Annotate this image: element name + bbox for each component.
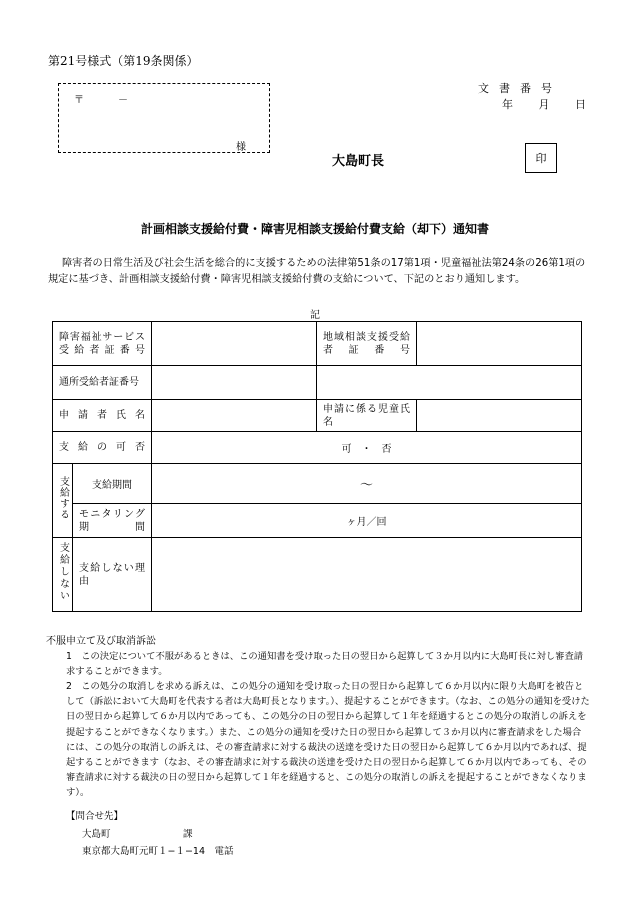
date-year: 年	[502, 98, 513, 111]
contact-heading: 【問合せ先】	[66, 811, 124, 822]
row-monitoring	[53, 504, 582, 538]
body-paragraph: 障害者の日常生活及び社会生活を総合的に支援するための法律第51条の17第1項・児童福祉法第24条の26第1項の規定に基づき、計画相談支援給付費・障害児相談支援給付費の支給について、下記のとおり通知します。	[48, 258, 586, 285]
issuer: 大島町長	[332, 154, 385, 169]
date-month: 月	[538, 98, 550, 111]
postal-dash: －	[118, 95, 128, 106]
contact-office: 大島町	[82, 829, 111, 840]
applicant-name-field[interactable]	[152, 400, 317, 432]
approval-value[interactable]: 可 ・ 否	[152, 432, 582, 464]
deny-group-label	[53, 538, 73, 612]
seal-box	[525, 143, 557, 173]
grant-group-label	[53, 464, 73, 538]
appeal-item-1: 1 この決定について不服があるときは、この通知書を受け取った日の翌日から起算して３か月以内に大島町長に対し審査請求することができます。	[66, 651, 584, 678]
date-line	[502, 96, 586, 112]
form-table	[52, 321, 582, 612]
facility-recipient-label: 通所受給者証番号	[53, 366, 152, 400]
facility-recipient-cells[interactable]	[152, 366, 317, 400]
form-number: 第21号様式（第19条関係）	[48, 54, 199, 68]
row-deny-reason	[53, 538, 582, 612]
row-facility-number	[53, 366, 582, 400]
row-names	[53, 400, 582, 432]
grant-period-label: 支給期間	[73, 464, 152, 504]
date-day: 日	[575, 98, 586, 111]
grant-group-text: 支給する	[57, 476, 69, 520]
deny-reason-label: 支給しない理由	[73, 538, 152, 612]
row-grant-period	[53, 464, 582, 504]
deny-group-text: 支給しない	[57, 542, 69, 602]
seal-label: 印	[535, 152, 547, 165]
row-approval	[53, 432, 582, 464]
contact-address: 東京都大島町元町１−１−14 電話	[82, 846, 234, 857]
child-name-field[interactable]	[417, 400, 582, 432]
regional-recipient-cells[interactable]	[417, 322, 582, 366]
appeal-item-2: 2 この処分の取消しを求める訴えは、この処分の通知を受け取った日の翌日から起算して６か月以内に限り大島町を被告として（訴訟において大島町を代表する者は大島町長となります。）、提起することができます。（なお、この処分の通知を受けた日の翌日から起算して６か月以内であっても、この処分の日の翌日から起算して１年を経過するとこの処分の取消しの訴えを提起することができなくなります。）また、この処分の通知を受けた日の翌日から起算して３か月以内に審査請求をした場合には、この処分の取消しの訴えは、その審査請求に対する裁決の送達を受けた日の翌日から起算して６か月以内であれば、提起することができます（なお、その審査請求に対する裁決の送達を受けた日の翌日から起算して６か月以内であっても、その審査請求に対する裁決の日の翌日から起算して１年を経過すると、この処分の取消しの訴えを提起することができなくなります）。	[66, 681, 590, 799]
appeal-title: 不服申立て及び取消訴訟	[46, 636, 156, 647]
regional-recipient-label: 地域相談支援受給者証番号	[317, 322, 417, 366]
applicant-name-label: 申請者氏名	[53, 400, 152, 432]
grant-period-value[interactable]: ～	[152, 464, 582, 504]
document-title: 計画相談支援給付費・障害児相談支援給付費支給（却下）通知書	[140, 222, 489, 236]
child-name-label: 申請に係る児童氏名	[317, 400, 417, 432]
postal-mark: 〒	[74, 95, 84, 106]
contact-section: 課	[183, 829, 193, 840]
deny-reason-field[interactable]	[152, 538, 582, 612]
facility-blank	[317, 366, 582, 400]
approval-label: 支給の可否	[53, 432, 152, 464]
welfare-recipient-label: 障害福祉サービス受給者証番号	[53, 322, 152, 366]
row-recipient-numbers	[53, 322, 582, 366]
ki-mark: 記	[310, 310, 320, 321]
monitoring-value[interactable]: ヶ月／回	[152, 504, 582, 538]
doc-number-label: 文書番号	[478, 82, 562, 95]
honorific: 様	[236, 142, 246, 153]
welfare-recipient-cells[interactable]	[152, 322, 317, 366]
monitoring-label: モニタリング期間	[73, 504, 152, 538]
